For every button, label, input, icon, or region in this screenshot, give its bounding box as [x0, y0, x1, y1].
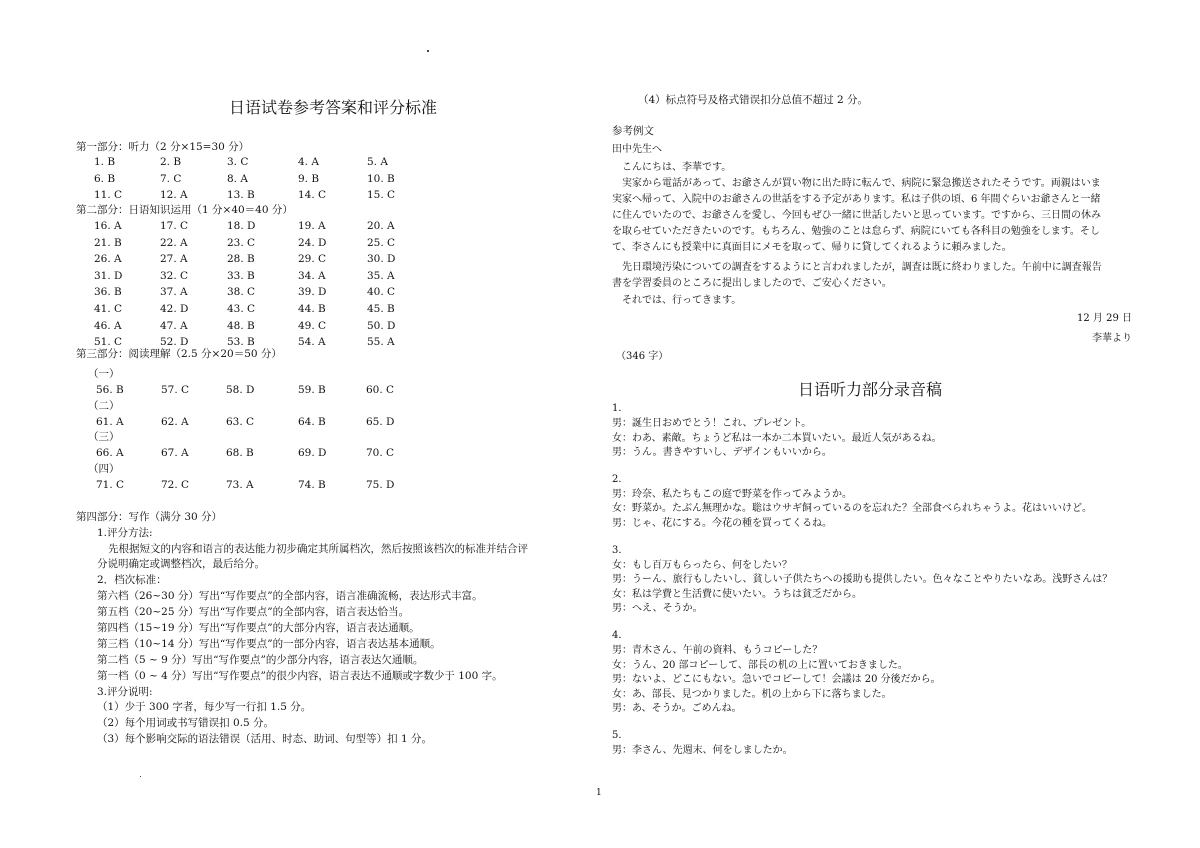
part3-heading: 第三部分：阅读理解（2.5 分×20＝50 分）	[76, 348, 282, 360]
answer-cell: 31. D	[94, 269, 123, 282]
level-3: 第三档（10~14 分）写出“写作要点”的一部分内容，语言表达基本通顺。	[97, 638, 441, 650]
scoring-method-title: 1.评分方法:	[97, 527, 153, 539]
answer-cell: 64. B	[298, 415, 326, 428]
note-2: （2）每个用词或书写错误扣 0.5 分。	[97, 717, 275, 729]
dialog-line: 男：じゃ、花にする。今花の種を買ってくるね。	[612, 518, 832, 529]
answer-cell: 45. B	[367, 303, 395, 315]
dialog-line: 女：うん、20 部コピーして、部長の机の上に置いておきました。	[612, 659, 908, 671]
answer-cell: 19. A	[298, 220, 326, 232]
answer-cell: 48. B	[227, 319, 255, 332]
reading-group-label: （四）	[88, 463, 120, 476]
answer-cell: 75. D	[366, 479, 395, 492]
dialog-line: 男：うーん、旅行もしたいし、貧しい子供たちへの援助も提供したい。色々なことやりたいなあ。浅野さんは？	[612, 574, 1113, 586]
dialog-line: 男：ないよ、どこにもない。急いでコピーして！会議は 20 分後だから。	[612, 674, 941, 686]
answer-cell: 44. B	[298, 303, 326, 315]
sample-essay-title: 参考例文	[612, 125, 654, 137]
letter-line: こんにちは、李華です。	[622, 162, 732, 173]
answer-cell: 40. C	[367, 286, 396, 299]
answer-cell: 23. C	[227, 236, 256, 249]
answer-cell: 5. A	[367, 156, 388, 168]
answer-cell: 66. A	[96, 447, 124, 460]
answer-key-title: 日语试卷参考答案和评分标准	[229, 98, 438, 117]
answer-cell: 34. A	[298, 269, 326, 282]
answer-cell: 43. C	[227, 303, 256, 315]
letter-line: 実家へ帰って、入院中のお爺さんの世話をする予定があります。私は子供の頃、6 年間ぐらいお爺さんと一緒	[612, 194, 1101, 205]
answer-cell: 41. C	[94, 303, 123, 315]
reading-group-label: （二）	[88, 399, 120, 412]
dialog-line: 男：へえ、そうか。	[612, 603, 703, 615]
answer-cell: 35. A	[367, 269, 395, 282]
answer-cell: 10. B	[367, 172, 395, 185]
answer-cell: 56. B	[96, 384, 124, 396]
levels-title: 2．档次标准：	[97, 574, 167, 586]
dialog-line: 男：うん。書きやすいし、デザインもいいから。	[612, 447, 832, 459]
letter-line: それでは、行ってきます。	[622, 295, 742, 306]
dialog-line: 女：私は学費と生活費に使いたい。うちは貧乏だから。	[612, 588, 862, 600]
note-3: （3）每个影响交际的语法错误（活用、时态、助词、句型等）扣 1 分。	[97, 733, 433, 745]
speck-bottom	[140, 776, 141, 777]
answer-cell: 37. A	[160, 286, 188, 299]
level-6: 第六档（26~30 分）写出“写作要点”的全部内容，语言准确流畅，表达形式丰富。	[97, 590, 483, 602]
answer-cell: 24. D	[298, 236, 327, 249]
answer-cell: 7. C	[160, 172, 182, 185]
answer-cell: 18. D	[227, 220, 256, 232]
answer-cell: 26. A	[94, 253, 122, 266]
answer-cell: 25. C	[367, 236, 396, 249]
answer-cell: 9. B	[298, 172, 320, 185]
answer-cell: 28. B	[227, 253, 255, 266]
answer-cell: 30. D	[367, 253, 396, 266]
answer-cell: 68. B	[226, 447, 254, 460]
dialog-line: 女：あ、部長、見つかりました。机の上から下に落ちました。	[612, 688, 892, 700]
answer-cell: 51. C	[94, 336, 123, 349]
answer-cell: 12. A	[160, 189, 188, 201]
answer-cell: 17. C	[160, 220, 189, 232]
part1-heading: 第一部分：听力（2 分×15=30 分）	[76, 141, 250, 153]
letter-line: て、李さんにも授業中に真面目にメモを取って、帰りに貸してくれるように頼みました。	[612, 242, 1012, 253]
dialog-line: 男：李さん、先週末、何をしましたか。	[612, 745, 793, 756]
letter-date: 12 月 29 日	[1077, 313, 1132, 324]
listening-script-title: 日语听力部分录音稿	[798, 380, 943, 399]
level-5: 第五档（20~25 分）写出“写作要点”的全部内容，语言表达恰当。	[97, 606, 410, 618]
answer-cell: 54. A	[298, 336, 326, 349]
answer-cell: 20. A	[367, 220, 395, 232]
answer-cell: 29. C	[298, 253, 327, 266]
notes-title: 3.评分说明:	[97, 686, 153, 698]
answer-cell: 67. A	[161, 447, 189, 460]
answer-cell: 27. A	[160, 253, 188, 266]
answer-cell: 61. A	[96, 415, 124, 428]
dialog-number: 3．	[612, 544, 629, 556]
dialog-number: 4．	[612, 630, 629, 641]
answer-cell: 53. B	[227, 336, 255, 349]
answer-cell: 42. D	[160, 303, 189, 315]
answer-cell: 36. B	[94, 286, 122, 299]
answer-cell: 11. C	[94, 189, 123, 201]
answer-cell: 49. C	[298, 319, 327, 332]
word-count: （346 字）	[616, 351, 669, 362]
answer-cell: 47. A	[160, 319, 188, 332]
dialog-line: 女：野菜か。たぶん無理かな。聡はウサギ飼っているのを忘れた？全部食べられちゃうよ。花はいいけど。	[612, 503, 1092, 515]
answer-cell: 6. B	[94, 172, 116, 185]
page-number: 1	[596, 788, 602, 798]
answer-cell: 4. A	[298, 156, 319, 168]
answer-cell: 59. B	[298, 384, 326, 396]
letter-line: 実家から電話があって、お爺さんが買い物に出た時に転んで、病院に緊急搬送されたそうです。両親はいま	[622, 178, 1101, 189]
answer-cell: 13. B	[227, 189, 255, 201]
letter-line: 先日環境汚染についての調査をするようにと言われましたが，調査は既に終わりました。午前中に調査報告	[622, 262, 1102, 273]
answer-cell: 39. D	[298, 286, 327, 299]
dialog-line: 男：誕生日おめでとう！これ、プレゼント。	[612, 418, 812, 429]
answer-cell: 21. B	[94, 236, 122, 249]
answer-cell: 22. A	[160, 236, 188, 249]
answer-cell: 32. C	[160, 269, 189, 282]
answer-cell: 58. D	[226, 384, 255, 396]
answer-cell: 72. C	[161, 479, 190, 492]
scoring-method-line2: 分说明确定或调整档次，最后给分。	[97, 558, 265, 570]
answer-cell: 52. D	[160, 336, 189, 349]
answer-cell: 74. B	[298, 479, 326, 492]
answer-cell: 38. C	[227, 286, 256, 299]
dialog-number: 2．	[612, 473, 629, 485]
answer-cell: 50. D	[367, 319, 396, 332]
letter-line: に住んでいたので、お爺さんを愛し、今回もぜひ一緒に世話したいと思っています。ですから、三日間の休み	[612, 210, 1101, 221]
level-1: 第一档（0 ~ 4 分）写出“写作要点”的很少内容，语言表达不通顺或字数少于 100 字。	[97, 670, 503, 682]
answer-cell: 60. C	[366, 384, 395, 396]
answer-cell: 15. C	[367, 189, 396, 201]
reading-group-label: （三）	[88, 431, 120, 444]
reading-group-label: （一）	[88, 368, 120, 380]
dialog-line: 男：あ、そうか。ごめんね。	[612, 703, 742, 715]
answer-cell: 73. A	[226, 479, 254, 492]
dialog-number: 1．	[612, 403, 629, 414]
answer-cell: 2. B	[160, 156, 182, 168]
note-4: （4）标点符号及格式错误扣分总值不超过 2 分。	[638, 94, 869, 106]
answer-cell: 33. B	[227, 269, 255, 282]
answer-cell: 1. B	[94, 156, 116, 168]
letter-salutation: 田中先生へ	[612, 144, 662, 155]
level-4: 第四档（15~19 分）写出“写作要点”的大部分内容，语言表达通顺。	[97, 622, 420, 634]
dialog-number: 5．	[612, 730, 629, 741]
answer-cell: 3. C	[227, 156, 249, 168]
dialog-line: 女：わあ、素敵。ちょうど私は一本か二本買いたい。最近人気があるね。	[612, 432, 942, 444]
part4-heading: 第四部分：写作（满分 30 分）	[76, 511, 223, 523]
dialog-line: 男：玲奈、私たちもこの庭で野菜を作ってみようか。	[612, 488, 852, 500]
level-2: 第二档（5 ~ 9 分）写出“写作要点”的少部分内容，语言表达欠通顺。	[97, 654, 424, 666]
answer-cell: 14. C	[298, 189, 327, 201]
note-1: （1）少于 300 字者，每少写一行扣 1.5 分。	[97, 701, 312, 713]
dialog-line: 女：もし百万もらったら、何をしたい？	[612, 559, 792, 571]
answer-cell: 71. C	[96, 479, 125, 492]
answer-cell: 62. A	[161, 415, 189, 428]
speck-top	[427, 50, 429, 52]
letter-line: を取らせていただきたいのです。もちろん、勉強のことは怠らず、病院にいても各科目の勉強をします。そし	[612, 226, 1100, 237]
answer-cell: 63. C	[226, 415, 255, 428]
answer-cell: 8. A	[227, 172, 248, 185]
answer-cell: 57. C	[161, 384, 190, 396]
dialog-line: 男：青木さん、午前の資料、もうコピーした？	[612, 645, 823, 656]
answer-cell: 16. A	[94, 220, 122, 232]
answer-cell: 65. D	[366, 415, 395, 428]
answer-cell: 70. C	[366, 447, 395, 460]
letter-line: 書を学習委員のところに提出しましたので、ご安心ください。	[612, 278, 892, 289]
part2-heading: 第二部分：日语知识运用（1 分×40＝40 分）	[76, 204, 293, 216]
scoring-method-line1: 先根据短文的内容和语言的表达能力初步确定其所属档次，然后按照该档次的标准并结合评	[108, 543, 528, 555]
answer-cell: 55. A	[367, 336, 395, 349]
letter-signature: 李華より	[1092, 333, 1132, 344]
answer-cell: 46. A	[94, 319, 122, 332]
answer-cell: 69. D	[298, 447, 327, 460]
